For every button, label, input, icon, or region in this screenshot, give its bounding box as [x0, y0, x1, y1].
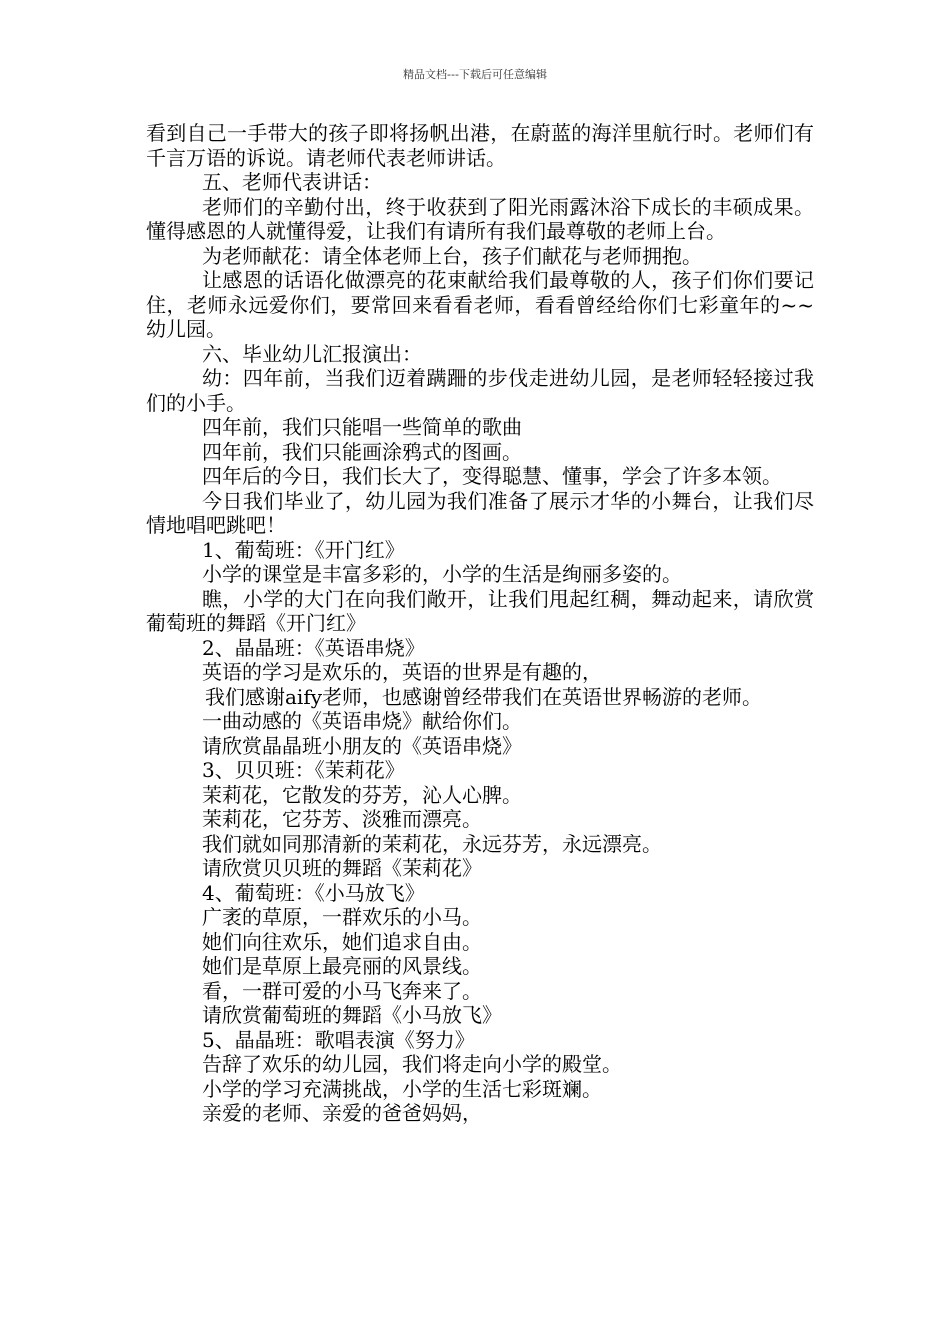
paragraph: 请欣赏葡萄班的舞蹈《小马放飞》	[202, 1003, 502, 1027]
paragraph: 老师们的辛勤付出，终于收获到了阳光雨露沐浴下成长的丰硕成果。懂得感恩的人就懂得爱，让我们有请所有我们最尊敬的老师上台。	[146, 194, 814, 243]
paragraph: 请欣赏晶晶班小朋友的《英语串烧》	[202, 733, 522, 758]
page-header: 精品文档---下载后可任意编辑	[403, 68, 547, 81]
paragraph: 小学的课堂是丰富多彩的，小学的生活是绚丽多姿的。	[202, 562, 682, 586]
paragraph: 看到自己一手带大的孩子即将扬帆出港，在蔚蓝的海洋里航行时。老师们有千言万语的诉说。请老师代表老师讲话。	[146, 121, 814, 170]
paragraph: 一曲动感的《英语串烧》献给你们。	[202, 709, 522, 733]
paragraph: 小学的学习充满挑战，小学的生活七彩斑斓。	[202, 1076, 602, 1101]
paragraph: 请欣赏贝贝班的舞蹈《茉莉花》	[202, 856, 482, 880]
paragraph: 六、毕业幼儿汇报演出：	[202, 341, 422, 366]
paragraph: 茉莉花，它散发的芬芳，沁人心脾。	[202, 782, 522, 807]
paragraph: 她们是草原上最亮丽的风景线。	[202, 954, 482, 978]
paragraph: 英语的学习是欢乐的，英语的世界是有趣的，	[202, 660, 602, 684]
paragraph: 4、葡萄班：《小马放飞》	[202, 880, 425, 905]
paragraph: 我们就如同那清新的茉莉花，永远芬芳，永远漂亮。	[202, 831, 662, 856]
document-body	[146, 121, 814, 1126]
paragraph: 亲爱的老师、亲爱的爸爸妈妈，	[202, 1101, 482, 1125]
paragraph: 5、晶晶班：歌唱表演《努力》	[202, 1027, 475, 1052]
paragraph: 3、贝贝班：《茉莉花》	[202, 758, 405, 782]
paragraph: 让感恩的话语化做漂亮的花束献给我们最尊敬的人，孩子们你们要记住，老师永远爱你们，要常回来看看老师，看看曾经给你们七彩童年的~~幼儿园。	[146, 268, 814, 341]
paragraph: 广袤的草原，一群欢乐的小马。	[202, 905, 482, 929]
paragraph: 四年前，我们只能唱一些简单的歌曲	[202, 415, 522, 439]
paragraph: 四年后的今日，我们长大了，变得聪慧、懂事，学会了许多本领。	[202, 464, 782, 488]
paragraph: 看，一群可爱的小马飞奔来了。	[202, 978, 482, 1003]
paragraph: 2、晶晶班：《英语串烧》	[202, 635, 425, 660]
paragraph: 告辞了欢乐的幼儿园，我们将走向小学的殿堂。	[202, 1052, 622, 1076]
paragraph: 为老师献花：请全体老师上台，孩子们献花与老师拥抱。	[202, 243, 702, 268]
paragraph: 她们向往欢乐，她们追求自由。	[202, 929, 482, 954]
paragraph: 四年前，我们只能画涂鸦式的图画。	[202, 439, 522, 464]
paragraph: 我们感谢aify老师，也感谢曾经带我们在英语世界畅游的老师。	[205, 684, 763, 709]
paragraph: 茉莉花，它芬芳、淡雅而漂亮。	[202, 807, 482, 831]
paragraph: 1、葡萄班：《开门红》	[202, 537, 405, 562]
paragraph: 瞧，小学的大门在向我们敞开，让我们甩起红稠，舞动起来，请欣赏葡萄班的舞蹈《开门红》	[146, 586, 814, 635]
paragraph: 幼：四年前，当我们迈着蹒跚的步伐走进幼儿园，是老师轻轻接过我们的小手。	[146, 366, 814, 415]
paragraph: 今日我们毕业了，幼儿园为我们准备了展示才华的小舞台，让我们尽情地唱吧跳吧！	[146, 488, 814, 537]
paragraph: 五、老师代表讲话：	[202, 170, 382, 194]
